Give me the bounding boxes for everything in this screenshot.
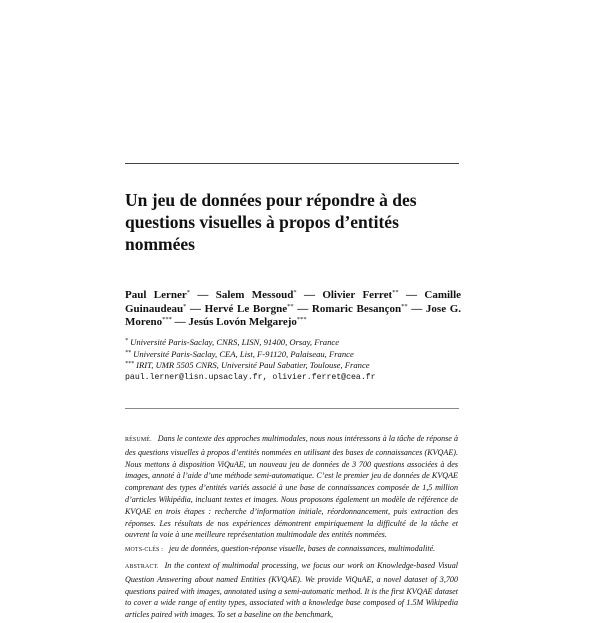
- author-name: Jesús Lovón Melgarejo: [188, 316, 297, 328]
- abstract-label: ABSTRACT.: [125, 563, 159, 570]
- author-affiliation-mark: **: [392, 289, 399, 296]
- author-name: Olivier Ferret: [322, 289, 393, 301]
- resume-label: RÉSUMÉ.: [125, 437, 152, 443]
- paper-title: Un jeu de données pour répondre à des questions visuelles à propos d’entités nommées: [125, 190, 417, 254]
- author-separator: —: [303, 289, 315, 301]
- top-rule: [125, 163, 459, 164]
- author-affiliation-mark: **: [287, 302, 294, 310]
- keywords-label: MOTS-CLÉS :: [125, 547, 164, 554]
- abstract-paragraph: [125, 560, 458, 621]
- affiliation-1: * Université Paris-Saclay, CNRS, LISN, 91400, Orsay, France: [125, 337, 340, 347]
- author-name: Camille Guinaudeau: [125, 289, 462, 315]
- author-separator: —: [190, 302, 201, 315]
- keywords-paragraph: [125, 543, 458, 557]
- author-list: [125, 289, 461, 330]
- resume-paragraph: [125, 433, 458, 541]
- affiliation-3: *** IRIT, UMR 5505 CNRS, Université Paul Sabatier, Toulouse, France: [125, 360, 370, 371]
- abstract-text: In the context of multimodal processing, we focus our work on Knowledge-based Visual Question Answering about named Entities (KVQAE). We provide ViQuAE, a novel dataset of 3,700 questions paired with images, annotated using a semi-automatic method. It is the first KVQAE dataset to cover a wide range of entity types, associated with a knowledge base composed of 1.5M Wikipedia articles paired with images. To set a baseline on the benchmark,: [125, 560, 458, 620]
- affiliation-2: ** Université Paris-Saclay, CEA, List, F-91120, Palaiseau, France: [125, 348, 354, 359]
- author-name: Romaric Besançon: [311, 302, 402, 315]
- abstract-rule: [125, 408, 459, 409]
- author-affiliation-mark: *: [183, 302, 187, 310]
- author-name: Jose G. Moreno: [125, 302, 462, 328]
- keywords-text: jeu de données, question-réponse visuelle, bases de connaissances, multimodalité.: [169, 544, 436, 554]
- author-affiliation-mark: *: [186, 289, 190, 296]
- author-name: Paul Lerner: [125, 289, 187, 301]
- author-affiliation-mark: *: [293, 289, 297, 296]
- author-name: Hervé Le Borgne: [204, 302, 288, 315]
- author-separator: —: [297, 302, 309, 315]
- author-separator: —: [406, 289, 418, 301]
- author-affiliation-mark: ***: [296, 316, 307, 323]
- affiliations: [125, 337, 461, 383]
- author-affiliation-mark: ***: [162, 316, 172, 323]
- author-separator: —: [197, 289, 209, 301]
- abstract-section: [125, 433, 458, 623]
- author-name: Salem Messoud: [215, 289, 294, 301]
- author-emails[interactable]: paul.lerner@lisn.upsaclay.fr, olivier.ferret@cea.fr: [125, 372, 376, 382]
- author-separator: —: [411, 302, 423, 315]
- author-separator: —: [174, 316, 186, 328]
- resume-text: Dans le contexte des approches multimodales, nous nous intéressons à la tâche de réponse à des questions visuelles à propos d’entités nommées en utilisant des bases de connaissances (KVQAE). Nous mettons à disposition ViQuAE, un nouveau jeu de données de 3 700 questions associées à des images, annoté à l’aide d’une méthode semi-automatique. C’est le premier jeu de données de KVQAE comprenant des types d’entités variés associé à une base de connaissances composée de 1,5 million d’articles Wikipédia, incluant textes et images. Nous proposons également un modèle de référence de KVQAE en trois étapes : recherche d’information initiale, réordonnancement, puis extraction des réponses. Les résultats de nos expériences démontrent empiriquement la difficulté de la tâche et ouvrent la voie à une meilleure représentation multimodale des entités nommées.: [125, 434, 458, 540]
- author-affiliation-mark: **: [401, 302, 408, 310]
